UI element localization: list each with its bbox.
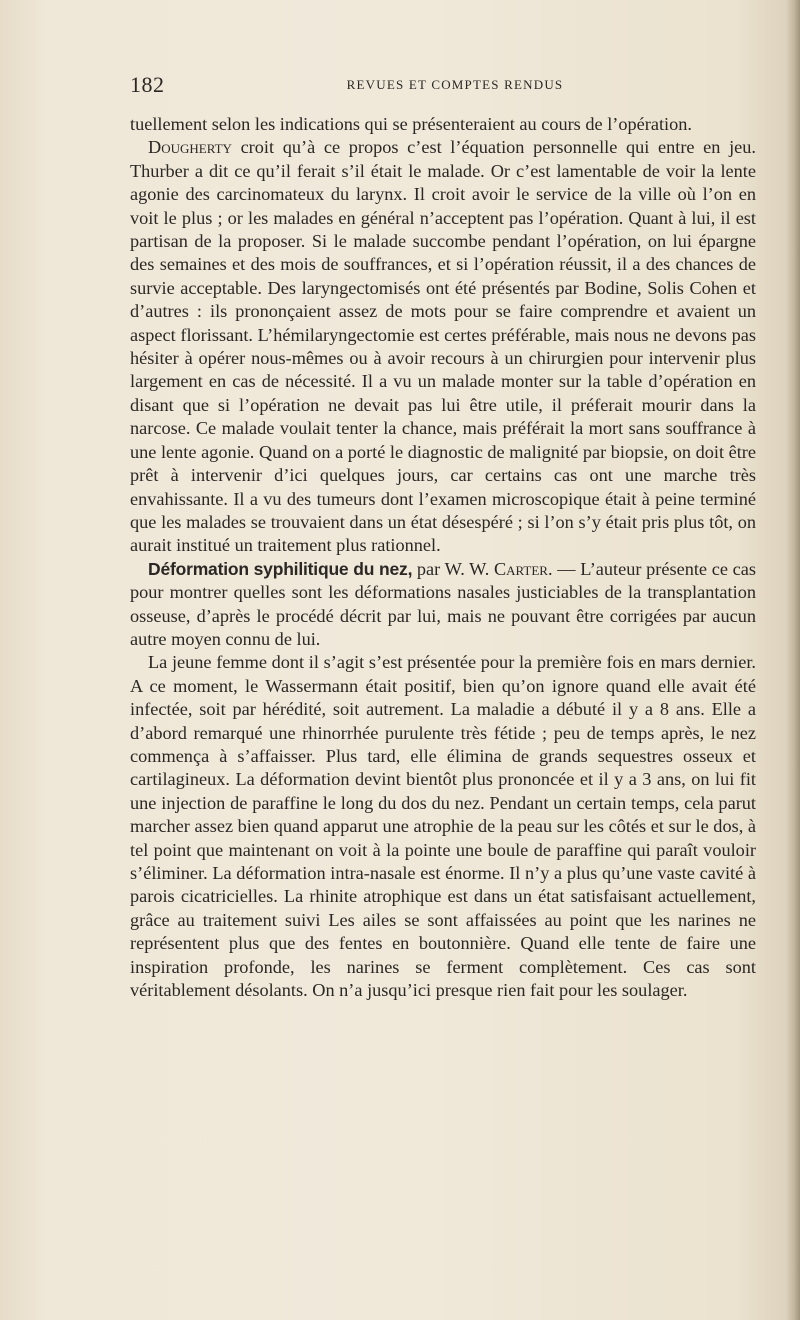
page-spine-shadow [786,0,800,1320]
paragraph-text: . — L’auteur présente ce cas pour montrer quelles sont les déformations nasales justiciables de la transplantation osseuse, d’après le procédé décrit par lui, mais ne pouvant être corrigées par aucun autre moyen connu de lui. [130,558,756,649]
author-name: Carter [493,558,548,579]
section-title: Déformation syphilitique du nez, [148,558,413,579]
page-number: 182 [130,72,165,97]
speaker-name: Dougherty [148,137,232,158]
paragraph-carter [130,558,756,652]
paragraph-case: La jeune femme dont il s’agit s’est présentée pour la première fois en mars dernier. A ce moment, le Wassermann était positif, bien qu’on ignore quand elle avait été infectée, soit par hérédité, soit autrement. La maladie a débuté il y a 8 ans. Elle a d’abord remarqué une rhinorrhée purulente très fétide ; peu de temps après, le nez commença à s’affaisser. Plus tard, elle élimina de grands sequestres osseux et cartilagineux. La déformation devint bientôt plus prononcée et il y a 3 ans, on lui fit une injection de paraffine le long du dos du nez. Pendant un certain temps, cela parut marcher assez bien quand apparut une atrophie de la peau sur les côtés et sur le dos, à tel point que maintenant on voit à la pointe une boule de paraffine qui paraît vouloir s’éliminer. La déformation intra-nasale est énorme. Il n’y a plus qu’une vaste cavité à parois cicatricielles. La rhinite atrophique est dans un état satisfaisant actuellement, grâce au traitement suivi Les ailes se sont affaissées au point que les narines ne représentent plus que des fentes en boutonnière. Quand elle tente de faire une inspiration profonde, les narines se ferment complètement. Ces cas sont véritablement désolants. On n’a jusqu’ici presque rien fait pour les soulager. [130,652,756,1001]
running-title: REVUES ET COMPTES RENDUS [346,77,564,92]
paragraph-text: croit qu’à ce propos c’est l’équation personnelle qui entre en jeu. Thurber a dit ce qu’il ferait s’il était le malade. Or c’est lamentable de voir la lente agonie des carcinomateux du larynx. Il croit avoir le service de la ville où l’on en voit le plus ; or les malades en général n’acceptent pas l’opération. Quant à lui, il est partisan de la proposer. Si le malade succombe pendant l’opération, on lui épargne des semaines et des mois de souffrances, et si l’opération réussit, il a des chances de survie acceptable. Des laryngectomisés ont été présentés par Bodine, Solis Cohen et d’autres : ils prononçaient assez de mots pour se faire comprendre et avaient un aspect florissant. L’hémilaryngectomie est certes préférable, mais nous ne devons pas hésiter à opérer nous-mêmes ou à avoir recours à un chirurgien pour intervenir plus largement en cas de nécessité. Il a vu un malade monter sur la table d’opération en disant que si l’opération ne devait pas lui être utile, il préferait mourir dans la narcose. Ce malade voulait tenter la chance, mais préférait la mort sans souffrance à une lente agonie. Quand on a porté le diagnostic de malignité par biopsie, on doit être prêt à intervenir d’ici quelques jours, car certains cas ont une marche très envahissante. Il a vu des tumeurs dont l’examen microscopique était à peine terminé que les malades se trouvaient dans un état désespéré ; si l’on s’y était pris plus tôt, on aurait institué un traitement plus rationnel. [130,137,756,556]
body-text [130,113,756,1002]
paragraph-dougherty [130,136,756,557]
page-header [130,72,756,96]
byline-prefix: par W. W. [412,558,494,579]
paragraph-continuation: tuellement selon les indications qui se présenteraient au cours de l’opération. [130,114,692,134]
